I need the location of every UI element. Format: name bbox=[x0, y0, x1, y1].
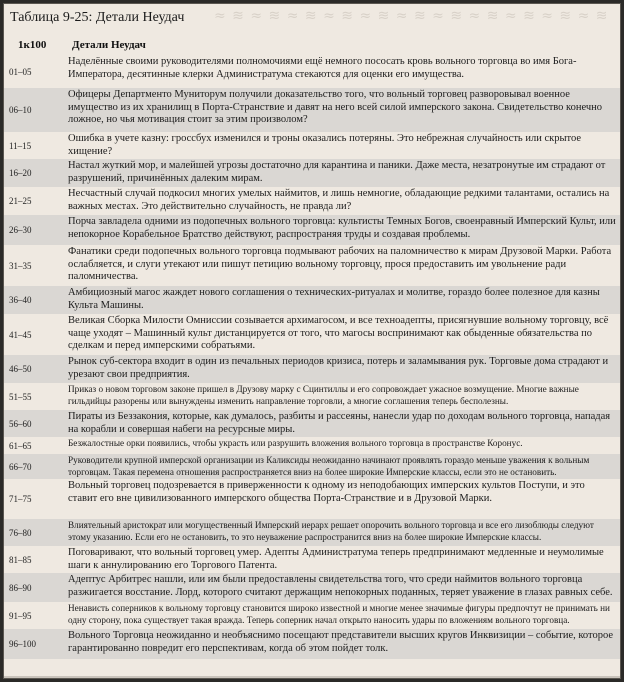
roll-range: 11–15 bbox=[9, 140, 32, 151]
roll-range: 41–45 bbox=[9, 329, 32, 340]
table-row bbox=[4, 55, 621, 88]
roll-range: 51–55 bbox=[9, 391, 32, 402]
roll-range: 16–20 bbox=[9, 168, 32, 178]
table-page bbox=[3, 3, 621, 679]
roll-range: 91–95 bbox=[9, 610, 32, 621]
table-row bbox=[4, 546, 621, 573]
table-row bbox=[4, 629, 621, 659]
table-row bbox=[4, 187, 621, 215]
row-description: Вольного Торговца неожиданно и необъяснимо посещают представители высших кругов Инквизиции – событие, которое гарантированно повредит его перспективам, когда об этом пойдет толк. bbox=[68, 630, 614, 654]
row-description: Руководители крупной имперской организации из Каликсиды неожиданно начинают проявлять гораздо меньше уважения к вольным торговцам. Такая перемена отношения распространяется вниз на более широкие Имперские классы, если это не остановить. bbox=[68, 455, 590, 477]
roll-range: 06–10 bbox=[9, 105, 32, 115]
roll-range: 61–65 bbox=[9, 440, 32, 451]
table-row bbox=[4, 286, 621, 314]
row-description: Приказ о новом торговом законе пришел в Друзову марку с Сцинтиллы и его сопровождает ужасное возмущение. Многие важные гильдийцы разорены или вынуждены изменить направление торговли, а многие соглашения теперь бесполезны. bbox=[68, 384, 579, 406]
row-description: Ненависть соперников к вольному торговцу становится широко известной и многие менее значимые фигуры предпочтут не принимать ни одну сторону, пока существует такая вражда. Теперь соперник начал открыто наносить удары по вложениям вольного торговца. bbox=[68, 603, 610, 625]
table-row bbox=[4, 159, 621, 187]
roll-range: 56–60 bbox=[9, 418, 32, 429]
table-row bbox=[4, 314, 621, 355]
bottom-rule bbox=[4, 676, 621, 678]
table-row bbox=[4, 573, 621, 602]
roll-range: 86–90 bbox=[9, 582, 32, 593]
table-row bbox=[4, 355, 621, 383]
table-row bbox=[4, 519, 621, 546]
row-description: Ошибка в учете казну: гроссбух изменился и троны оказались потеряны. Это небрежная случайность или скрытое хищение? bbox=[68, 133, 581, 157]
table-header bbox=[4, 39, 621, 55]
bleed-through-decoration: ≈ ≋ ≈ ≋ ≈ ≋ ≈ ≋ ≈ ≋ ≈ ≋ ≈ ≋ ≈ ≋ ≈ ≋ ≈ ≋ ≈ ≋ bbox=[214, 8, 609, 24]
row-description: Пираты из Беззакония, которые, как думалось, разбиты и рассеяны, нанесли удар по доходам вольного торговца, нападая на корабли и совершая набеги на ресурсные миры. bbox=[68, 411, 611, 435]
results-table bbox=[4, 55, 621, 659]
roll-range: 96–100 bbox=[9, 639, 36, 649]
row-description: Несчастный случай подкосил многих умелых наймитов, и лишь немногие, обладающие редкими талантами, остались на важных местах. Это действительно случайность, не правда ли? bbox=[68, 188, 610, 212]
row-description: Фанатики среди подопечных вольного торговца подмывают рабочих на паломничество к мирам Друзовой Марки. Работа ослабляется, и слуги утекают или пишут петицию вольному торговцу, прося предоставить им увольнение ради паломничества. bbox=[68, 246, 612, 282]
roll-range: 31–35 bbox=[9, 260, 32, 271]
row-description: Рынок суб-сектора входит в один из печальных периодов кризиса, потерь и заламывания рук. Торговые дома страдают и урезают свои предприятия. bbox=[68, 356, 609, 380]
roll-range: 21–25 bbox=[9, 196, 32, 206]
table-row bbox=[4, 383, 621, 410]
roll-range: 76–80 bbox=[9, 527, 32, 538]
header-details: Детали Неудач bbox=[72, 39, 146, 51]
roll-range: 26–30 bbox=[9, 225, 32, 235]
table-row bbox=[4, 479, 621, 519]
table-row bbox=[4, 215, 621, 245]
header-roll: 1к100 bbox=[18, 39, 47, 51]
row-description: Порча завладела одними из подопечных вольного торговца: культисты Темных Богов, своенравный Имперский Культ, или непокорное Корабельное Братство действуют, распространяя труды и создавая проблемы. bbox=[68, 216, 616, 240]
roll-range: 66–70 bbox=[9, 461, 32, 472]
roll-range: 71–75 bbox=[9, 494, 32, 504]
row-description: Поговаривают, что вольный торговец умер. Адепты Администратума теперь предпринимают медленные и неумолимые шаги к аннулированию его Торгового Патента. bbox=[68, 547, 604, 571]
row-description: Адептус Арбитрес нашли, или им были предоставлены свидетельства того, что среди наймитов вольного торговца разжигается восстание. Лорд, которого считают держащим непокорных поданных, теряет уважение в глазах равных себе. bbox=[68, 574, 613, 598]
table-row bbox=[4, 437, 621, 454]
table-row bbox=[4, 602, 621, 629]
table-row bbox=[4, 132, 621, 159]
row-description: Вольный торговец подозревается в приверженности к одному из неподобающих имперских культов Поступи, и это ставит его вне цивилизованного имперского общества Порта-Странствие и в Друзовой Марки. bbox=[68, 480, 585, 504]
row-description: Настал жуткий мор, и малейшей угрозы достаточно для карантина и паники. Даже места, незатронутые им страдают от разрушений, причинённых далеким мирам. bbox=[68, 160, 606, 184]
row-description: Наделённые своими руководителями полномочиями ещё немного пососать кровь вольного торговца во имя Бога-Императора, десятинные клерки Администратума стекаются для оценки его имущества. bbox=[68, 56, 577, 80]
roll-range: 46–50 bbox=[9, 364, 32, 374]
row-description: Офицеры Департменто Муниторум получили доказательство того, что вольный торговец разворовывал военное имущество из их хранилищ в Порта-Странствие и давят на него всей силой имперского закона. Свидетельство конечно ложное, но чья мотивация стоит за этим произволом? bbox=[68, 89, 603, 125]
roll-range: 81–85 bbox=[9, 554, 32, 565]
roll-range: 36–40 bbox=[9, 295, 32, 305]
table-row bbox=[4, 454, 621, 479]
row-description: Влиятельный аристократ или могущественный Имперский иерарх решает опорочить вольного торговца и все его лизоблюды следуют этому указанию. Если его не остановить, то это неуважение распространится вниз на более широкие Имперские классы. bbox=[68, 520, 594, 542]
roll-range: 01–05 bbox=[9, 66, 32, 77]
row-description: Великая Сборка Милости Омниссии созывается архимагосом, и все техноадепты, присягнувшие вольному торговцу, всё чаще уходят – Машинный культ дистанцируется от того, что магосы воспринимают как обыденные обязательства по сделкам и перед имперскими собратьями. bbox=[68, 315, 609, 351]
row-description: Амбициозный магос жаждет нового соглашения о технических-ритуалах и молитве, гораздо более полезное для казны Культа Машины. bbox=[68, 287, 600, 311]
table-row bbox=[4, 410, 621, 437]
page-title: Таблица 9-25: Детали Неудач bbox=[10, 10, 185, 25]
table-row bbox=[4, 245, 621, 286]
table-row bbox=[4, 88, 621, 132]
row-description: Безжалостные орки появились, чтобы украсть или разрушить вложения вольного торговца в пространстве Коронус. bbox=[68, 438, 523, 448]
